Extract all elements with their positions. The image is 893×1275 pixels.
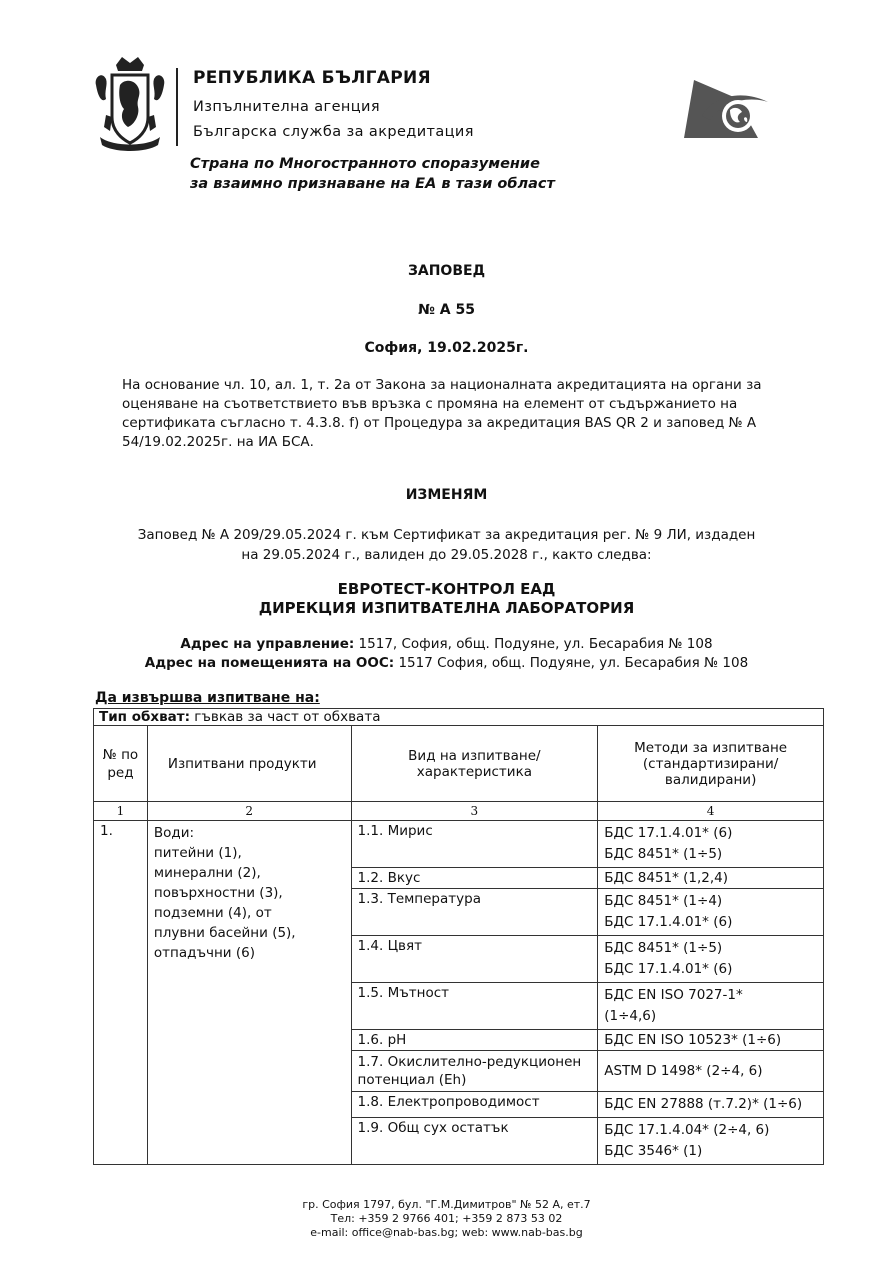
test-cell: 1.8. Електропроводимост [351,1092,598,1118]
order-place-date: София, 19.02.2025г. [364,340,529,356]
scope-heading: Да извършва изпитване на: [95,690,320,706]
column-number: 4 [598,802,824,821]
method-line: БДС 8451* (1÷5) [604,940,723,956]
test-cell: 1.7. Окислително-редукционен потенциал (Eh) [351,1051,598,1092]
method-line: БДС 8451* (1÷5) [604,846,723,862]
eye-globe-logo-icon [680,72,772,140]
method-line: БДС 8451* (1÷4) [604,893,723,909]
management-address-value: 1517, София, общ. Подуяне, ул. Бесарабия № 108 [354,636,713,652]
methods-cell [598,821,824,868]
column-number: 1 [94,802,148,821]
premises-address [0,655,893,671]
methods-cell [598,1051,824,1092]
org-name-line-1: ЕВРОТЕСТ-КОНТРОЛ ЕАД [337,580,556,598]
basis-paragraph: На основание чл. 10, ал. 1, т. 2а от Закона за националната акредитацията на органи за оценяване на съответствието във връзка с промяна на елемент от съдържанието на сертификата съгласно т. 4.3.8. f) от Процедура за акредитация BAS QR 2 и заповед № А 54/19.02.2025г. на ИА БСА. [122,377,762,450]
test-cell: 1.9. Общ сух остатък [351,1118,598,1165]
product-description: питейни (1), минерални (2), повърхностни (3), подземни (4), от плувни басейни (5), отпадъчни (6) [153,845,296,961]
premises-address-label: Адрес на помещенията на ООС: [144,655,395,671]
col-header-products: Изпитвани продукти [147,726,351,802]
method-line: БДС 3546* (1) [604,1143,703,1159]
methods-cell [598,983,824,1030]
methods-cell [598,868,824,889]
test-cell: 1.4. Цвят [351,936,598,983]
column-number-row [94,802,824,821]
amend-line-1: Заповед № А 209/29.05.2024 г. към Сертификат за акредитация рег. № 9 ЛИ, издаден [137,527,756,543]
methods-cell [598,1092,824,1118]
ea-note-line-1: Страна по Многостранното споразумение [190,156,540,172]
test-cell: 1.6. pH [351,1030,598,1051]
agency-line-2: Българска служба за акредитация [193,124,474,140]
scope-type-cell [94,709,824,726]
premises-address-value: 1517 София, общ. Подуяне, ул. Бесарабия № 108 [394,655,749,671]
test-cell: 1.2. Вкус [351,868,598,889]
country-name: РЕПУБЛИКА БЪЛГАРИЯ [193,68,431,88]
product-title: Води: [153,825,195,841]
order-number: № А 55 [418,302,475,318]
org-name-line-2: ДИРЕКЦИЯ ИЗПИТВАТЕЛНА ЛАБОРАТОРИЯ [258,599,635,617]
item-number: 1. [94,821,148,1165]
test-cell: 1.1. Мирис [351,821,598,868]
footer-contacts: e-mail: office@nab-bas.bg; web: www.nab-bas.bg [310,1226,583,1239]
method-line: ASTM D 1498* (2÷4, 6) [604,1063,763,1079]
coat-of-arms-lion-icon [92,55,168,155]
col-header-test: Вид на изпитване/ характеристика [351,726,598,802]
method-line: БДС EN 27888 (т.7.2)* (1÷6) [604,1096,803,1112]
methods-cell [598,1118,824,1165]
table-header-row [94,726,824,802]
scope-type-row [94,709,824,726]
methods-cell [598,936,824,983]
method-line: БДС 8451* (1,2,4) [604,870,729,886]
test-cell: 1.5. Мътност [351,983,598,1030]
header-divider [176,68,178,146]
col-header-no: № по ред [94,726,148,802]
col-header-methods: Методи за изпитване (стандартизирани/ валидирани) [598,726,824,802]
method-line: БДС 17.1.4.04* (2÷4, 6) [604,1122,770,1138]
amend-line-2: на 29.05.2024 г., валиден до 29.05.2028 г., както следва: [241,547,652,563]
ea-note-line-2: за взаимно признаване на ЕА в тази област [190,176,555,192]
scope-type-value: гъвкав за част от обхвата [189,709,381,725]
footer-phone: Тел: +359 2 9766 401; +359 2 873 53 02 [330,1212,563,1225]
method-line: БДС EN ISO 7027-1*(1÷4,6) [604,987,743,1024]
column-number: 2 [147,802,351,821]
product-cell [147,821,351,1165]
table-row [94,821,824,868]
method-line: БДС 17.1.4.01* (6) [604,825,733,841]
methods-cell [598,1030,824,1051]
column-number: 3 [351,802,598,821]
method-line: БДС EN ISO 10523* (1÷6) [604,1032,782,1048]
scope-type-label: Тип обхват: [99,709,190,725]
test-cell: 1.3. Температура [351,889,598,936]
method-line: БДС 17.1.4.01* (6) [604,914,733,930]
management-address [0,636,893,652]
methods-cell [598,889,824,936]
scope-table [93,708,824,1165]
order-title: ЗАПОВЕД [407,263,486,279]
agency-line-1: Изпълнителна агенция [193,99,380,115]
amend-heading: ИЗМЕНЯМ [405,487,488,503]
method-line: БДС 17.1.4.01* (6) [604,961,733,977]
footer-address: гр. София 1797, бул. "Г.М.Димитров" № 52 А, ет.7 [302,1198,591,1211]
management-address-label: Адрес на управление: [180,636,355,652]
